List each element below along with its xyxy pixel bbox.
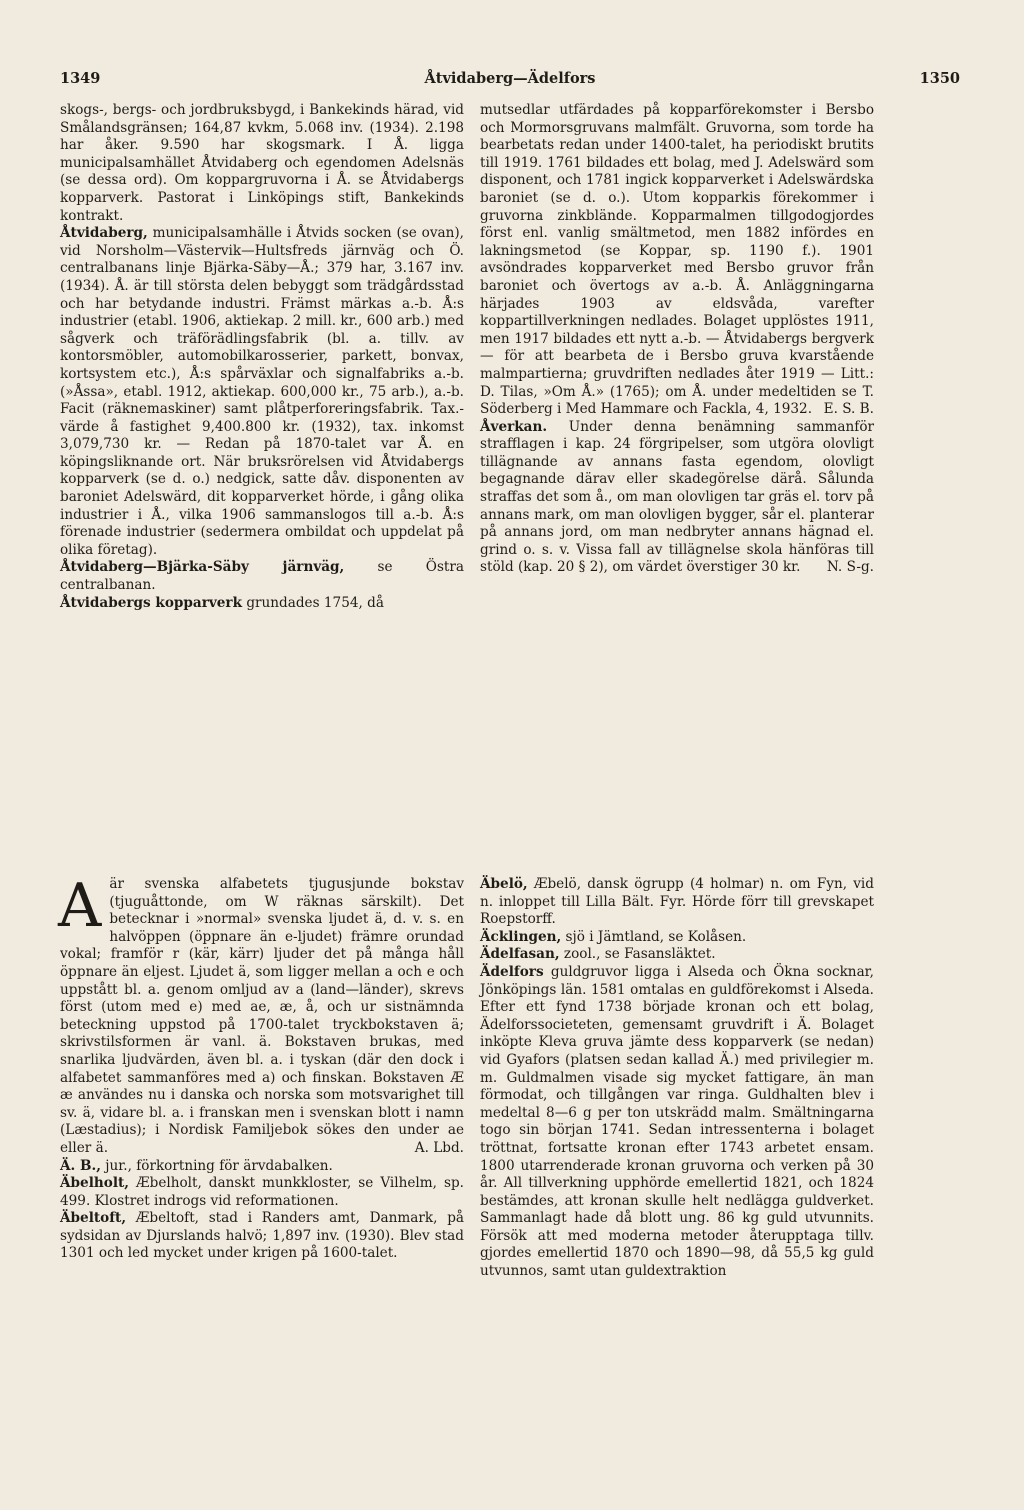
entry-letter-a [58,871,464,1158]
entry-ab [60,1158,464,1176]
drop-cap: A [58,871,102,941]
headword: Ädelfors [480,963,544,980]
headword: Åverkan. [480,418,548,435]
entry-abelo [480,876,874,929]
entry-atvidaberg [60,225,464,559]
entry-text: se Östra centralbanan. [60,559,464,594]
entry-text: guldgruvor ligga i Alseda och Ökna socknar, Jönköpings län. 1581 omtalas en guldförekomst i Alseda. Efter ett fynd 1738 började kronan och ett bolag, Ädelforssocieteten, gemensamt gruvdrift i Ä. Bolaget inköpte Kleva gruva jämte dess kopparverk (se nedan) vid Gyafors (platsen sedan kallad Ä.) med privilegier m. m. Guldmalmen visade sig mycket fattigare, än man förmodat, och tillgången var ringa. Guldhalten blev i medeltal 8—6 g per ton utskrädd malm. Smältningarna togo sin början 1741. Sedan intressenterna i bolaget tröttnat, fortsatte kronan efter 1743 arbetet ensam. 1800 utarrenderade kronan gruvorna och verken på 30 år. All tillverkning upphörde emellertid 1821, och 1824 bestämdes, att kronan skulle helt nedlägga guldverket. Sammanlagt hade då blott ung. 86 kg guld utvunnits. Försök att med moderna metoder återupptaga tillv. gjordes emellertid 1870 och 1890—98, då 55,5 kg guld utvunnos, samt utan guldextraktion [480,963,874,1280]
paragraph [480,102,874,419]
headword: Åtvidaberg—Bjärka-Säby järnväg, [60,559,345,576]
entry-text: sjö i Jämtland, se Kolåsen. [561,928,747,945]
entry-text: Æbelö, dansk ögrupp (4 holmar) n. om Fyn, vid n. inloppet till Lilla Bält. Fyr. Hörde förr till grevskapet Roepstorff. [480,876,874,928]
entry-text: zool., se Fasansläktet. [559,946,716,963]
entry-text: Æbeltoft, stad i Randers amt, Danmark, på sydsidan av Djurslands halvö; 1,897 inv. (1930). Blev stad 1301 och led mycket under krigen på 1600-talet. [60,1210,464,1262]
column-right-top [480,102,874,577]
author-signature: E. S. B. [823,401,874,418]
author-signature: N. S-g. [826,559,874,576]
page-number-right: 1350 [919,70,960,87]
entry-acklingen [480,929,874,947]
entry-abelholt [60,1175,464,1210]
entry-text: Æbelholt, danskt munkkloster, se Vilhelm, sp. 499. Klostret indrogs vid reformationen. [60,1175,464,1209]
entry-text: jur., förkortning för ärvdabalken. [100,1157,333,1174]
headword: Ä. B., [60,1157,101,1174]
entry-adelfasan [480,946,874,964]
column-left-bottom [58,871,464,1263]
page-number-left: 1349 [60,70,101,87]
running-title: Åtvidaberg—Ädelfors [424,70,596,87]
entry-text: municipalsamhälle i Åtvids socken (se ovan), vid Norsholm—Västervik—Hultsfreds järnväg och Ö. centralbanans linje Bjärka-Säby—Å.; 379 har, 3.167 inv. (1934). Å. är till största delen bebyggt som trädgårdsstad och har betydande industri. Främst märkas a.-b. Å:s industrier (etabl. 1906, aktiekap. 2 mill. kr., 600 arb.) med sågverk och träförädlingsfabrik (bl. a. tillv. av kontorsmöbler, automobilkarosserier, parkett, bonvax, kortsystem etc.), Å:s spårväxlar och signalfabriks a.-b. (»Åssa», etabl. 1912, aktiekap. 600,000 kr., 75 arb.), a.-b. Facit (räknemaskiner) samt plåtperforeringsfabrik. Tax.-värde å fastighet 9,400.800 kr. (1932), tax. inkomst 3,079,730 kr. — Redan på 1870-talet var Å. en köpingsliknande ort. När bruksrörelsen vid Åtvidabergs kopparverk (se d. o.) nedgick, satte dåv. disponenten av baroniet Adelswärd, dit kopparverket hörde, i gång olika industrier i Å., vilka 1906 sammanslogos till a.-b. Å:s förenade industrier (sedermera ombildat och uppdelat på olika företag). [60,225,464,558]
entry-kopparverk [60,595,464,613]
column-left-top [60,102,464,612]
headword: Äcklingen, [480,928,562,945]
entry-text: är svenska alfabetets tjugusjunde bokstav (tjuguåttonde, om W räknas särskilt). Det betecknar i »normal» svenska ljudet ä, d. v. s. en halvöppen (öppnare än e-ljudet) främre orundad vokal; framför r (kär, kärr) ljuder det på många håll öppnare än eljest. Ljudet ä, som ligger mellan a och e och uppstått bl. a. genom omljud av a (land—länder), skrevs först (utom med e) med ae, æ, å, och ur sistnämnda beteckning uppstod på 1700-talet tryckbokstaven ä; skrivstilsformen är vanl. ä. Bokstaven brukas, med snarlika ljudvärden, även bl. a. i tyskan (där den dock i alfabetet sammanföres med a) och finskan. Bokstaven Æ æ användes nu i danska och norska som motsvarighet till sv. ä, vidare bl. a. i franskan men i svenskan blott i namn (Læstadius); i Nordisk Familjebok sökes den under ae eller ä. [60,876,464,1156]
headword: Äbelholt, [60,1175,129,1192]
entry-text: Under denna benämning sammanför strafflagen i kap. 24 förgripelser, som utgöra olovligt tillägnande av annans fasta egendom, olovligt begagnande därav eller skadegörelse därå. Sålunda straffas det som å., om man olovligen tar gräs el. torv på annans mark, om man olovligen bygger, sår el. planterar på annans jord, om man nedbryter annans hägnad el. grind o. s. v. Vissa fall av tillägnelse skola hänföras till stöld (kap. 20 § 2), om värdet överstiger 30 kr. [480,418,874,576]
headword: Ädelfasan, [480,946,560,963]
entry-averkan [480,419,874,577]
entry-text: grundades 1754, då [242,594,384,611]
column-right-bottom [480,876,874,1281]
entry-text: mutsedlar utfärdades på kopparförekomster i Bersbo och Mormorsgruvans malmfält. Gruvorna, som torde ha bearbetats redan under 1400-talet, ha periodiskt brutits till 1919. 1761 bildades ett bolag, med J. Adelswärd som disponent, och 1781 ingick kopparverket i Adelswärdska baroniet (se d. o.). Utom kopparkis förekommer i gruvorna zinkblände. Kopparmalmen tillgodogjordes först enl. vanlig smältmetod, men 1882 infördes en lakningsmetod (se Koppar, sp. 1190 f.). 1901 avsöndrades kopparverket med Bersbo gruvor från baroniet och övertogs av a.-b. Å. Anläggningarna härjades 1903 av eldsvåda, varefter koppartillverkningen nedlades. Bolaget upplöstes 1911, men 1917 bildades ett nytt a.-b. — Åtvidabergs bergverk — för att bearbeta de i Bersbo gruva kvarstående malmpartierna; gruvdriften nedlades åter 1919 — Litt.: D. Tilas, »Om Å.» (1765); om Å. under medeltiden se T. Söderberg i Med Hammare och Fackla, 4, 1932. [480,102,874,418]
entry-adelfors [480,964,874,1281]
headword: Äbeltoft, [60,1210,127,1227]
page-header [60,70,960,92]
paragraph: skogs-, bergs- och jordbruksbygd, i Bankekinds härad, vid Smålandsgränsen; 164,87 kvkm, 5.068 inv. (1934). 2.198 har åker. 9.590 har skogsmark. I Å. ligga municipalsamhället Åtvidaberg och egendomen Adelsnäs (se dessa ord). Om koppargruvorna i Å. se Åtvidabergs kopparverk. Pastorat i Linköpings stift, Bankekinds kontrakt. [60,102,464,224]
entry-abeltoft [60,1210,464,1263]
author-signature: A. Lbd. [414,1139,464,1156]
headword: Äbelö, [480,876,528,892]
headword: Åtvidaberg, [60,225,148,242]
headword: Åtvidabergs kopparverk [60,594,243,611]
entry-railway [60,559,464,594]
